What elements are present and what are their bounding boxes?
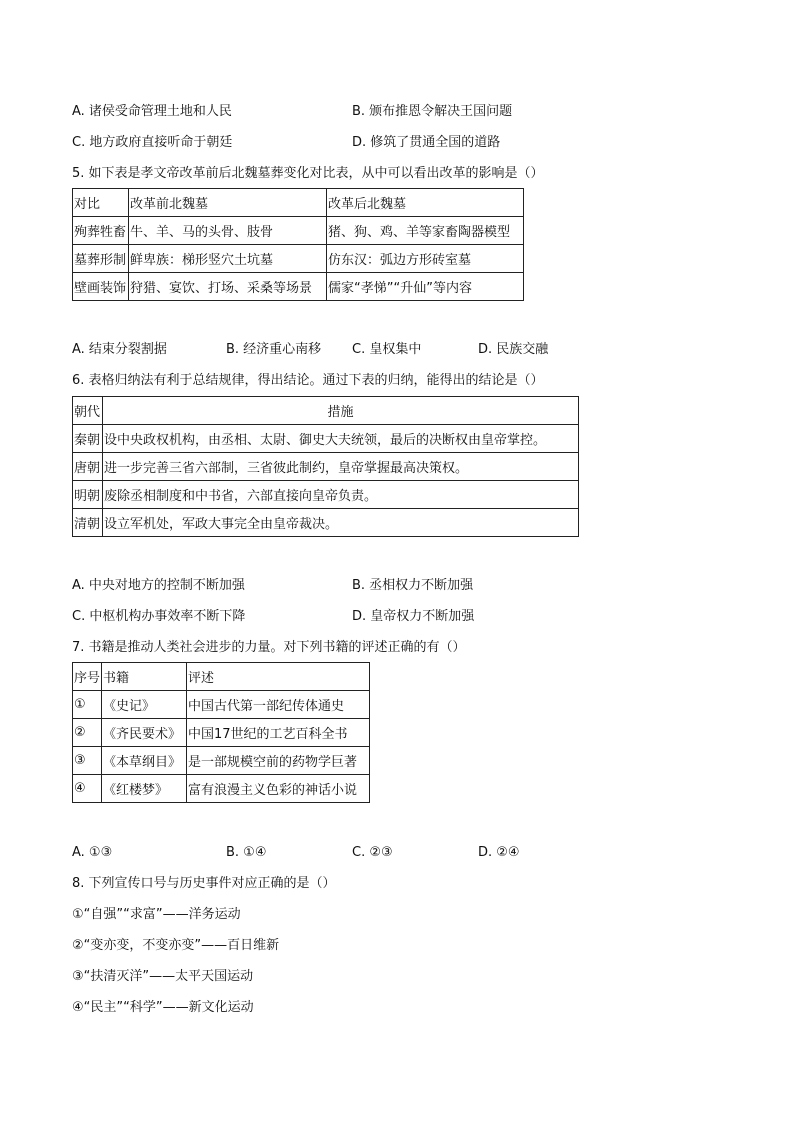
table-row: [73, 663, 370, 691]
table-cell: 《红楼梦》: [102, 775, 187, 803]
table-cell: 猪、狗、鸡、羊等家畜陶器模型: [327, 217, 524, 245]
q5-option-c: C. 皇权集中: [352, 342, 422, 357]
table-header: 书籍: [102, 663, 187, 691]
table-cell: ④: [73, 775, 102, 803]
table-cell: 中国古代第一部纪传体通史: [187, 691, 370, 719]
q6-stem: 6. 表格归纳法有利于总结规律，得出结论。通过下表的归纳，能得出的结论是（）: [72, 373, 544, 388]
table-row: [73, 719, 370, 747]
q8-item-3: ③“扶清灭洋”——太平天国运动: [72, 969, 254, 984]
table-cell: 设中央政权机构，由丞相、太尉、御史大夫统领，最后的决断权由皇帝掌控。: [103, 425, 579, 453]
table-cell: 废除丞相制度和中书省，六部直接向皇帝负责。: [103, 481, 579, 509]
table-header: 改革后北魏墓: [327, 189, 524, 217]
q5-stem: 5. 如下表是孝文帝改革前后北魏墓葬变化对比表，从中可以看出改革的影响是（）: [72, 166, 544, 181]
table-cell: 鲜卑族：梯形竖穴土坑墓: [129, 245, 327, 273]
q8-item-1: ①“自强”“求富”——洋务运动: [72, 907, 241, 922]
q8-stem: 8. 下列宣传口号与历史事件对应正确的是（）: [72, 876, 336, 891]
table-cell: 明朝: [73, 481, 103, 509]
q7-stem: 7. 书籍是推动人类社会进步的力量。对下列书籍的评述正确的有（）: [72, 640, 466, 655]
table-row: [73, 397, 579, 425]
q6-table: [72, 396, 579, 537]
table-header: 对比: [73, 189, 129, 217]
table-row: [73, 747, 370, 775]
table-cell: 是一部规模空前的药物学巨著: [187, 747, 370, 775]
table-cell: 牛、羊、马的头骨、肢骨: [129, 217, 327, 245]
table-header: 朝代: [73, 397, 103, 425]
table-cell: 秦朝: [73, 425, 103, 453]
table-cell: ③: [73, 747, 102, 775]
table-row: [73, 691, 370, 719]
table-cell: 殉葬牲畜: [73, 217, 129, 245]
table-cell: 墓葬形制: [73, 245, 129, 273]
table-row: [73, 775, 370, 803]
table-row: [73, 273, 524, 301]
table-row: [73, 425, 579, 453]
table-cell: 《史记》: [102, 691, 187, 719]
table-cell: 富有浪漫主义色彩的神话小说: [187, 775, 370, 803]
q7-option-c: C. ②③: [352, 845, 393, 860]
q7-option-b: B. ①④: [226, 845, 267, 860]
q7-option-d: D. ②④: [478, 845, 520, 860]
q4-option-b: B. 颁布推恩令解决王国问题: [352, 104, 513, 119]
table-cell: 设立军机处，军政大事完全由皇帝裁决。: [103, 509, 579, 537]
q5-option-b: B. 经济重心南移: [226, 342, 322, 357]
table-cell: ①: [73, 691, 102, 719]
table-cell: 《本草纲目》: [102, 747, 187, 775]
q8-item-2: ②“变亦变，不变亦变”——百日维新: [72, 938, 280, 953]
table-cell: 壁画装饰: [73, 273, 129, 301]
table-header: 措施: [103, 397, 579, 425]
table-row: [73, 453, 579, 481]
table-header: 评述: [187, 663, 370, 691]
table-cell: ②: [73, 719, 102, 747]
q6-option-c: C. 中枢机构办事效率不断下降: [72, 609, 246, 624]
table-cell: 儒家“孝悌”“升仙”等内容: [327, 273, 524, 301]
q7-table: [72, 662, 370, 803]
q4-option-c: C. 地方政府直接听命于朝廷: [72, 135, 233, 150]
table-cell: 唐朝: [73, 453, 103, 481]
q5-option-d: D. 民族交融: [478, 342, 549, 357]
table-cell: 狩猎、宴饮、打场、采桑等场景: [129, 273, 327, 301]
table-row: [73, 217, 524, 245]
table-row: [73, 481, 579, 509]
table-cell: 清朝: [73, 509, 103, 537]
table-row: [73, 509, 579, 537]
table-row: [73, 189, 524, 217]
table-header: 序号: [73, 663, 102, 691]
q4-option-d: D. 修筑了贯通全国的道路: [352, 135, 501, 150]
table-row: [73, 245, 524, 273]
table-cell: 进一步完善三省六部制，三省彼此制约，皇帝掌握最高决策权。: [103, 453, 579, 481]
table-cell: 仿东汉：弧边方形砖室墓: [327, 245, 524, 273]
q6-option-a: A. 中央对地方的控制不断加强: [72, 578, 245, 593]
q5-option-a: A. 结束分裂割据: [72, 342, 167, 357]
q7-option-a: A. ①③: [72, 845, 113, 860]
q6-option-d: D. 皇帝权力不断加强: [352, 609, 475, 624]
table-cell: 《齐民要术》: [102, 719, 187, 747]
table-cell: 中国17世纪的工艺百科全书: [187, 719, 370, 747]
q5-table: [72, 188, 524, 301]
q4-option-a: A. 诸侯受命管理土地和人民: [72, 104, 232, 119]
q8-item-4: ④“民主”“科学”——新文化运动: [72, 1000, 254, 1015]
table-header: 改革前北魏墓: [129, 189, 327, 217]
q6-option-b: B. 丞相权力不断加强: [352, 578, 474, 593]
